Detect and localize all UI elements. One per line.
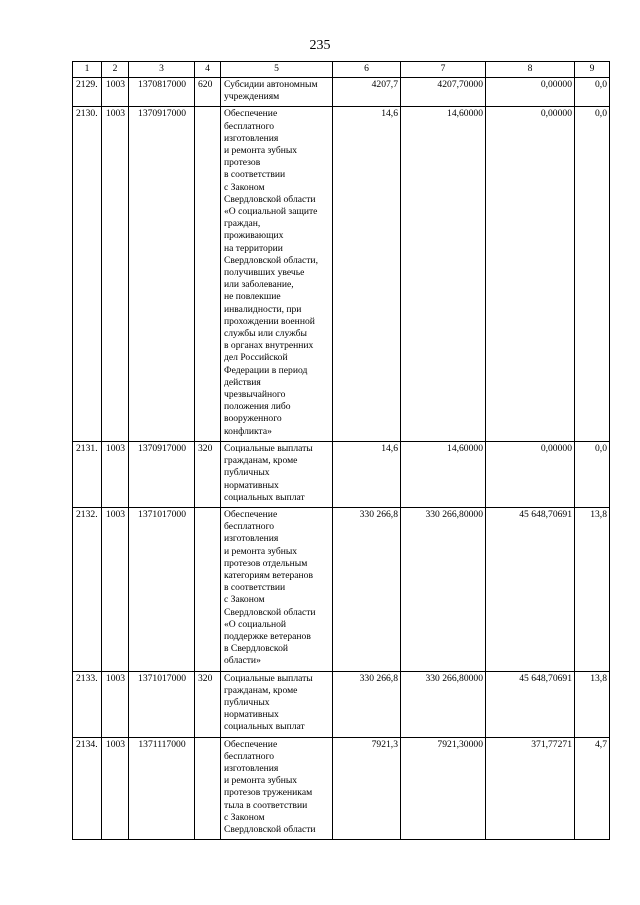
- planned-amount: 14,6: [333, 441, 401, 507]
- column-header: 9: [575, 62, 610, 78]
- column-header: 4: [195, 62, 221, 78]
- adjusted-amount: 330 266,80000: [401, 507, 486, 671]
- planned-amount: 14,6: [333, 107, 401, 441]
- expense-type-code: [195, 737, 221, 840]
- item-name: Субсидии автономным учреждениям: [221, 78, 333, 107]
- adjusted-amount: 7921,30000: [401, 737, 486, 840]
- adjusted-amount: 330 266,80000: [401, 671, 486, 737]
- section-code: 1003: [102, 441, 129, 507]
- executed-amount: 45 648,70691: [486, 671, 575, 737]
- executed-amount: 0,00000: [486, 107, 575, 441]
- expense-type-code: 320: [195, 441, 221, 507]
- target-article-code: 1370817000: [129, 78, 195, 107]
- row-number: 2129.: [73, 78, 102, 107]
- table-row: [73, 441, 610, 507]
- table-row: [73, 107, 610, 441]
- adjusted-amount: 4207,70000: [401, 78, 486, 107]
- section-code: 1003: [102, 78, 129, 107]
- section-code: 1003: [102, 671, 129, 737]
- execution-percent: 13,8: [575, 671, 610, 737]
- page-number: 235: [309, 38, 331, 53]
- row-number: 2131.: [73, 441, 102, 507]
- target-article-code: 1370917000: [129, 441, 195, 507]
- execution-percent: 4,7: [575, 737, 610, 840]
- planned-amount: 330 266,8: [333, 671, 401, 737]
- execution-percent: 13,8: [575, 507, 610, 671]
- adjusted-amount: 14,60000: [401, 107, 486, 441]
- row-number: 2130.: [73, 107, 102, 441]
- executed-amount: 45 648,70691: [486, 507, 575, 671]
- column-header: 3: [129, 62, 195, 78]
- item-name: Социальные выплаты гражданам, кроме публичных нормативных социальных выплат: [221, 441, 333, 507]
- target-article-code: 1371117000: [129, 737, 195, 840]
- planned-amount: 7921,3: [333, 737, 401, 840]
- executed-amount: 371,77271: [486, 737, 575, 840]
- table-row: [73, 78, 610, 107]
- item-name: Обеспечение бесплатного изготовления и ремонта зубных протезов отдельным категориям ветеранов в соответствии с Законом Свердловской области «О социальной поддержке ветеранов в Свердловской области»: [221, 507, 333, 671]
- row-number: 2132.: [73, 507, 102, 671]
- table-row: [73, 507, 610, 671]
- item-name: Обеспечение бесплатного изготовления и ремонта зубных протезов в соответствии с Законом Свердловской области «О социальной защите граждан, проживающих на территории Свердловской области, получивших увечье или заболевание, не повлекшие инвалидности, при прохождении военной службы или службы в органах внутренних дел Российской Федерации в период действия чрезвычайного положения либо вооруженного конфликта»: [221, 107, 333, 441]
- column-header: 7: [401, 62, 486, 78]
- row-number: 2134.: [73, 737, 102, 840]
- execution-percent: 0,0: [575, 107, 610, 441]
- column-header: 1: [73, 62, 102, 78]
- column-header: 2: [102, 62, 129, 78]
- executed-amount: 0,00000: [486, 441, 575, 507]
- target-article-code: 1371017000: [129, 507, 195, 671]
- column-header: 8: [486, 62, 575, 78]
- budget-table: [72, 61, 610, 840]
- table-row: [73, 671, 610, 737]
- column-number-row: [73, 62, 610, 78]
- item-name: Социальные выплаты гражданам, кроме публичных нормативных социальных выплат: [221, 671, 333, 737]
- planned-amount: 330 266,8: [333, 507, 401, 671]
- expense-type-code: 320: [195, 671, 221, 737]
- column-header: 5: [221, 62, 333, 78]
- executed-amount: 0,00000: [486, 78, 575, 107]
- expense-type-code: 620: [195, 78, 221, 107]
- target-article-code: 1371017000: [129, 671, 195, 737]
- item-name: Обеспечение бесплатного изготовления и ремонта зубных протезов труженикам тыла в соответствии с Законом Свердловской области: [221, 737, 333, 840]
- row-number: 2133.: [73, 671, 102, 737]
- planned-amount: 4207,7: [333, 78, 401, 107]
- execution-percent: 0,0: [575, 78, 610, 107]
- section-code: 1003: [102, 737, 129, 840]
- expense-type-code: [195, 507, 221, 671]
- table-row: [73, 737, 610, 840]
- execution-percent: 0,0: [575, 441, 610, 507]
- section-code: 1003: [102, 507, 129, 671]
- adjusted-amount: 14,60000: [401, 441, 486, 507]
- target-article-code: 1370917000: [129, 107, 195, 441]
- column-header: 6: [333, 62, 401, 78]
- expense-type-code: [195, 107, 221, 441]
- section-code: 1003: [102, 107, 129, 441]
